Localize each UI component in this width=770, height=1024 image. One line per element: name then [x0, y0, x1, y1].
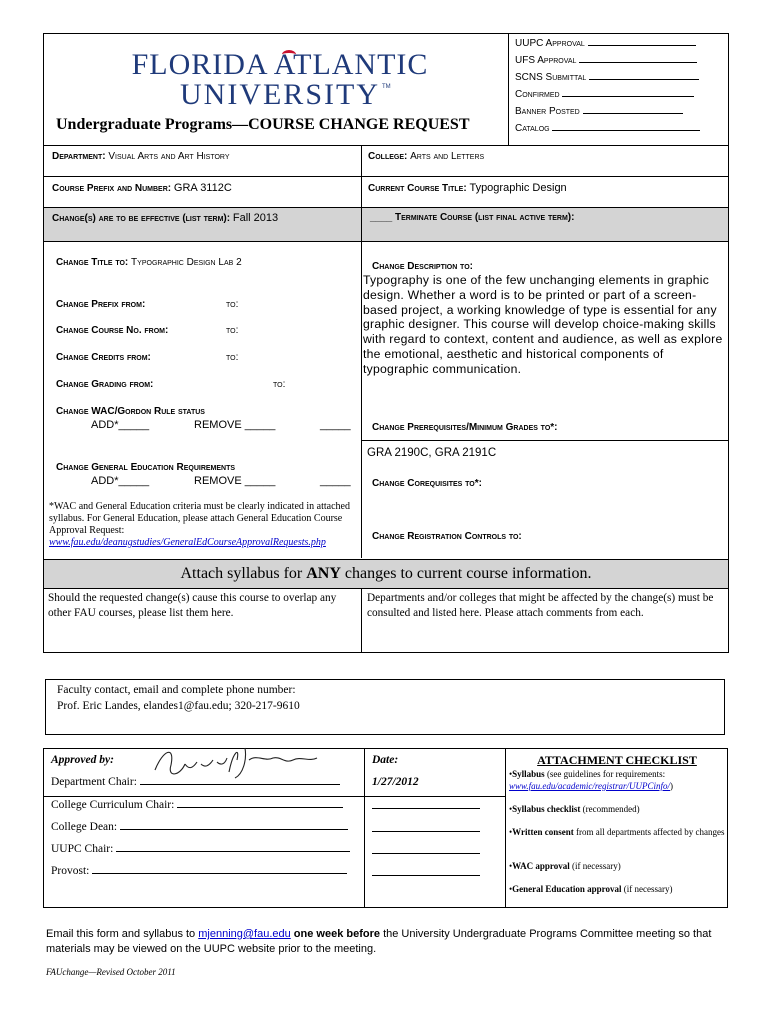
- wac-remove: REMOVE _____: [194, 419, 276, 431]
- rule: [43, 241, 729, 242]
- college-field: College: Arts and Letters: [368, 151, 485, 162]
- approval-line: Confirmed: [515, 89, 725, 106]
- checklist-item: •Written consent from all departments affected by changes: [509, 827, 725, 837]
- checklist-item: •Syllabus (see guidelines for requirements: www.fau.edu/academic/registrar/UUPCinfo/): [509, 769, 673, 791]
- approval-list: [515, 38, 725, 140]
- fau-logo: [110, 48, 450, 111]
- department-field: Department: Visual Arts and Art History: [52, 151, 230, 162]
- rule: [43, 176, 729, 177]
- checklist-item: •WAC approval (if necessary): [509, 861, 621, 871]
- faculty-contact-value: Prof. Eric Landes, elandes1@fau.edu; 320-217-9610: [57, 700, 300, 712]
- signature: [145, 740, 335, 784]
- gened-blank: _____: [320, 475, 351, 487]
- provost-line: Provost:: [51, 865, 347, 877]
- college-curriculum-chair-line: College Curriculum Chair:: [51, 799, 343, 811]
- registration-controls-label: Change Registration Controls to:: [372, 531, 522, 542]
- wac-options: ADD*_____: [91, 419, 150, 431]
- column-divider: [364, 748, 365, 908]
- change-course-no-label: Change Course No. from:: [56, 325, 169, 336]
- to-label: to:: [226, 325, 239, 336]
- to-label: to:: [226, 299, 239, 310]
- date-line: [372, 808, 480, 809]
- to-label: to:: [273, 379, 286, 390]
- effective-term-field: Change(s) are to be effective (list term): Fall 2013: [52, 212, 279, 224]
- column-divider: [361, 145, 362, 558]
- approval-line: UFS Approval: [515, 55, 725, 72]
- approval-divider: [508, 33, 509, 145]
- checklist-item: •General Education approval (if necessary): [509, 884, 673, 894]
- change-description-value: Typography is one of the few unchanging elements in graphic design. Whether a word is to be printed or part of a screen-based project, a working knowledge of type is essential for any graphic designer. This course will develop choice-making skills with regard to context, content and audience, as well as explore the emotional, aesthetic and historical components of typographic communication.: [363, 273, 723, 376]
- prerequisites-label: Change Prerequisites/Minimum Grades to*:: [372, 422, 558, 433]
- syllabus-banner: Attach syllabus for ANY changes to current course information.: [44, 559, 728, 589]
- checklist-item: •Syllabus checklist (recommended): [509, 804, 640, 814]
- change-title-field: Change Title to: Typographic Design Lab 2: [56, 257, 242, 268]
- prerequisites-value: GRA 2190C, GRA 2191C: [367, 447, 497, 459]
- gened-remove: REMOVE _____: [194, 475, 276, 487]
- column-divider: [361, 589, 362, 653]
- corequisites-label: Change Corequisites to*:: [372, 478, 482, 489]
- department-chair-date: 1/27/2012: [372, 776, 419, 788]
- uupc-email-link[interactable]: mjenning@fau.edu: [198, 928, 291, 940]
- rule: [43, 796, 505, 797]
- date-line: [372, 831, 480, 832]
- logo-line1: FLORIDA ATLANTIC: [131, 48, 429, 81]
- course-prefix-field: Course Prefix and Number: GRA 3112C: [52, 182, 232, 194]
- department-chair-line: Department Chair:: [51, 776, 340, 788]
- approval-line: SCNS Submittal: [515, 72, 725, 89]
- date-label: Date:: [372, 754, 399, 766]
- date-line: [372, 853, 480, 854]
- affected-departments-instructions: Departments and/or colleges that might be affected by the change(s) must be consulted and listed here. Please attach comments from each.: [367, 592, 714, 619]
- uupc-info-link[interactable]: www.fau.edu/academic/registrar/UUPCinfo/: [509, 781, 670, 791]
- logo-red-accent: [282, 50, 296, 59]
- uupc-chair-line: UUPC Chair:: [51, 843, 350, 855]
- overlap-instructions: Should the requested change(s) cause this course to overlap any other FAU courses, please list them here.: [48, 592, 337, 619]
- terminate-course-field: ____ Terminate Course (list final active term):: [370, 212, 575, 223]
- approved-by-label: Approved by:: [51, 754, 114, 766]
- date-line: [372, 875, 480, 876]
- gened-request-link[interactable]: www.fau.edu/deanugstudies/GeneralEdCourseApprovalRequests.php: [49, 537, 326, 548]
- logo-line2: UNIVERSITY: [180, 78, 380, 111]
- faculty-contact-label: Faculty contact, email and complete phone number:: [57, 684, 296, 696]
- approval-line: UUPC Approval: [515, 38, 725, 55]
- change-prefix-label: Change Prefix from:: [56, 299, 146, 310]
- approval-line: Catalog: [515, 123, 725, 140]
- current-title-field: Current Course Title: Typographic Design: [368, 182, 567, 194]
- rule: [361, 440, 729, 441]
- wac-label: Change WAC/Gordon Rule status: [56, 406, 205, 417]
- form-title: Undergraduate Programs—COURSE CHANGE REQUEST: [56, 116, 470, 133]
- email-instructions: Email this form and syllabus to mjenning@fau.edu one week before the University Undergraduate Programs Committee meeting so that materials may be viewed on the UUPC website prior to the meeting.: [46, 928, 712, 955]
- attachment-checklist-title: ATTACHMENT CHECKLIST: [537, 753, 697, 767]
- column-divider: [505, 748, 506, 908]
- change-credits-label: Change Credits from:: [56, 352, 151, 363]
- change-grading-label: Change Grading from:: [56, 379, 154, 390]
- logo-tm: TM: [382, 84, 391, 90]
- approval-line: Banner Posted: [515, 106, 725, 123]
- college-dean-line: College Dean:: [51, 821, 348, 833]
- wac-blank: _____: [320, 419, 351, 431]
- change-description-label: Change Description to:: [372, 261, 473, 272]
- rule: [43, 145, 729, 146]
- to-label: to:: [226, 352, 239, 363]
- revision-note: FAUchange—Revised October 2011: [46, 967, 176, 977]
- gened-label: Change General Education Requirements: [56, 462, 236, 473]
- gened-options: ADD*_____: [91, 475, 150, 487]
- faculty-contact-box: [45, 679, 725, 735]
- wac-gened-note: *WAC and General Education criteria must be clearly indicated in attached syllabus. For General Education, please attach General Education Course Approval Request: www.fau.edu/deanugstudies/GeneralEdCourseApprovalRequests.php: [49, 501, 350, 548]
